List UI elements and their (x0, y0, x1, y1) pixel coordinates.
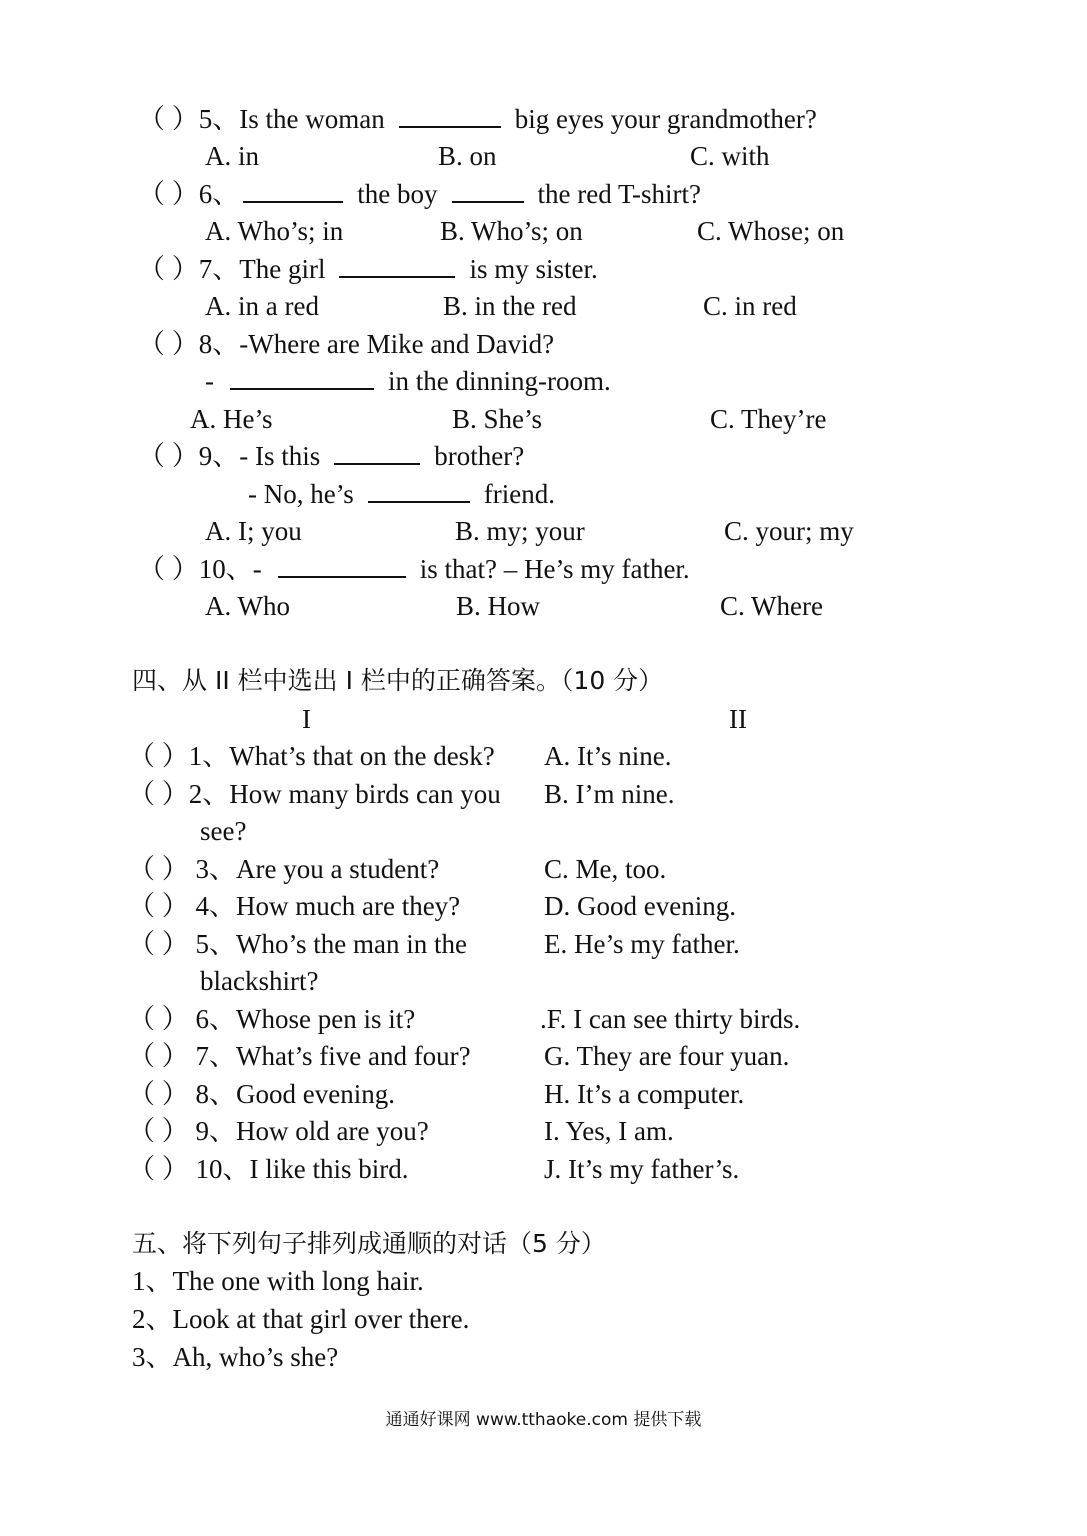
match-answer: A. It’s nine. (544, 741, 672, 771)
match-answer: J. It’s my father’s. (544, 1154, 740, 1184)
q5-blank[interactable] (399, 106, 501, 128)
q8-stem: （ ）8、-Where are Mike and David? (138, 329, 555, 359)
match-question: （ ）1、What’s that on the desk? (128, 741, 495, 771)
q7-option-b: B. in the red (443, 291, 577, 321)
column-i-header: I (302, 704, 311, 734)
q5-option-c: C. with (690, 141, 770, 171)
q7-blank[interactable] (339, 256, 455, 278)
match-question: （ ） 10、I like this bird. (128, 1154, 409, 1184)
match-question: （ ） 5、Who’s the man in the (128, 929, 467, 959)
match-question: （ ） 3、Are you a student? (128, 854, 440, 884)
match-answer: C. Me, too. (544, 854, 667, 884)
q6-option-b: B. Who’s; on (440, 216, 583, 246)
q6-option-a: A. Who’s; in (205, 216, 344, 246)
match-answer: .F. I can see thirty birds. (540, 1004, 801, 1034)
dialogue-sentence: 1、The one with long hair. (132, 1266, 424, 1296)
q8-option-c: C. They’re (710, 404, 827, 434)
q10-blank[interactable] (278, 556, 406, 578)
q9-option-c: C. your; my (724, 516, 854, 546)
match-question: （ ） 8、Good evening. (128, 1079, 395, 1109)
match-question: （ ）2、How many birds can you (128, 779, 501, 809)
q8-option-b: B. She’s (452, 404, 543, 434)
match-question: （ ） 9、How old are you? (128, 1116, 429, 1146)
section-5-title: 五、将下列句子排列成通顺的对话（5 分） (132, 1229, 606, 1258)
q8-blank[interactable] (230, 368, 374, 390)
match-question: （ ） 6、Whose pen is it? (128, 1004, 416, 1034)
q7-stem: （ ）7、The girl is my sister. (138, 254, 598, 284)
match-answer: G. They are four yuan. (544, 1041, 790, 1071)
q7-option-a: A. in a red (205, 291, 319, 321)
match-question: （ ） 7、What’s five and four? (128, 1041, 471, 1071)
q10-option-c: C. Where (720, 591, 823, 621)
match-answer: B. I’m nine. (544, 779, 675, 809)
q9-stem: （ ）9、- Is this brother? (138, 441, 525, 471)
q6-stem: （ ）6、 the boy the red T-shirt? (138, 179, 701, 209)
q9-blank-2[interactable] (368, 481, 470, 503)
page-footer: 通通好课网 www.tthaoke.com 提供下载 (385, 1410, 702, 1430)
match-question-continuation: see? (200, 816, 247, 846)
match-answer: I. Yes, I am. (544, 1116, 674, 1146)
q10-option-a: A. Who (205, 591, 290, 621)
q6-blank-1[interactable] (243, 181, 343, 203)
match-question: （ ） 4、How much are they? (128, 891, 461, 921)
section-4-title: 四、从 II 栏中选出 I 栏中的正确答案。（10 分） (132, 666, 664, 695)
q6-blank-2[interactable] (452, 181, 524, 203)
q10-stem: （ ）10、- is that? – He’s my father. (138, 554, 690, 584)
q5-option-b: B. on (438, 141, 497, 171)
dialogue-sentence: 3、Ah, who’s she? (132, 1342, 339, 1372)
q6-option-c: C. Whose; on (697, 216, 845, 246)
q8-option-a: A. He’s (190, 404, 273, 434)
q5-stem: （ ）5、Is the woman big eyes your grandmother? (138, 104, 817, 134)
q9-blank-1[interactable] (334, 443, 420, 465)
column-ii-header: II (729, 704, 747, 734)
q7-option-c: C. in red (703, 291, 797, 321)
q9-option-a: A. I; you (205, 516, 302, 546)
q9-option-b: B. my; your (455, 516, 585, 546)
match-answer: E. He’s my father. (544, 929, 740, 959)
q5-option-a: A. in (205, 141, 259, 171)
q8-answer-line: - in the dinning-room. (205, 366, 611, 396)
match-answer: H. It’s a computer. (544, 1079, 745, 1109)
match-question-continuation: blackshirt? (200, 966, 319, 996)
q9-reply: - No, he’s friend. (248, 479, 555, 509)
dialogue-sentence: 2、Look at that girl over there. (132, 1304, 470, 1334)
match-answer: D. Good evening. (544, 891, 736, 921)
q10-option-b: B. How (456, 591, 541, 621)
